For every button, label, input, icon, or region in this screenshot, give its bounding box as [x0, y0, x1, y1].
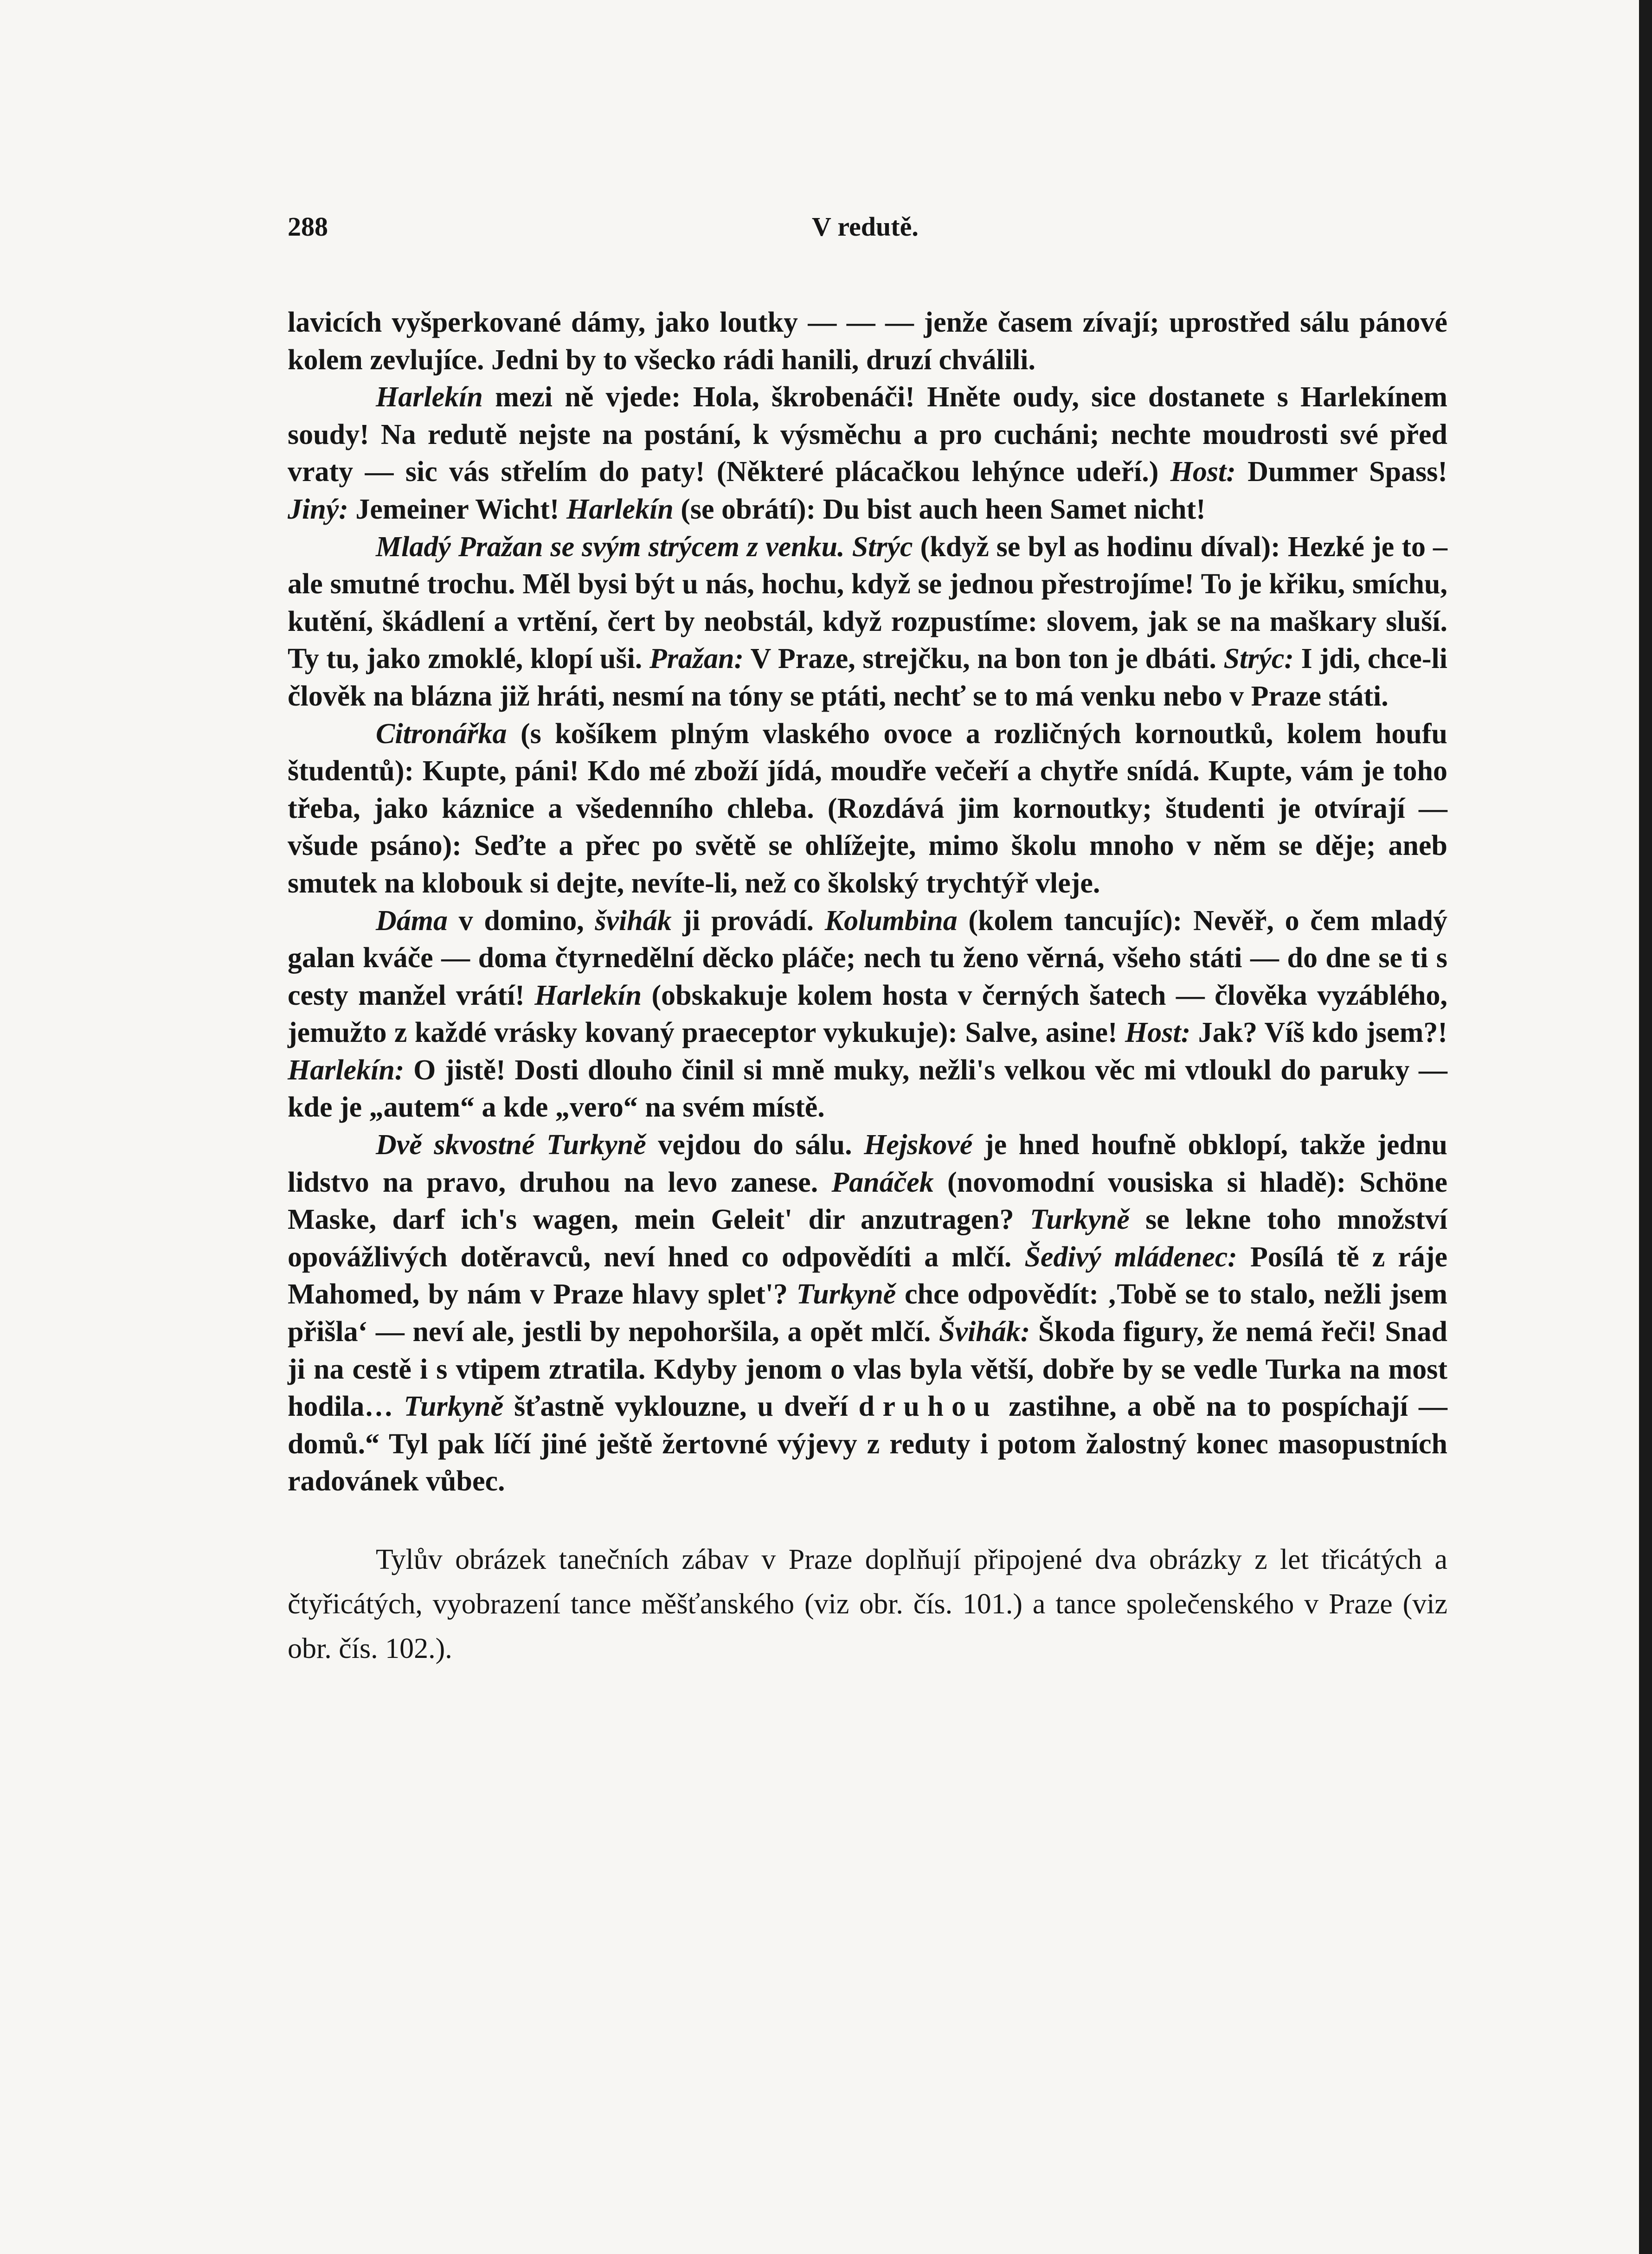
- speaker-label: Mladý Pražan se svým strýcem z venku.: [376, 531, 845, 563]
- text-run: vejdou do sálu.: [646, 1129, 864, 1161]
- paragraph: [288, 528, 1447, 715]
- text-run: (obskakuje kolem hosta v černých šatech — člověka vyzáblého, jemužto z každé vrásky kovaný praeceptor vykukuje): Salve, asine!: [288, 979, 1447, 1049]
- text-run: V Praze, strejčku, na bon ton je dbáti.: [744, 643, 1224, 675]
- speaker-label: Šedivý mládenec:: [1024, 1241, 1237, 1273]
- page-number: 288: [288, 212, 328, 242]
- text-run: Jemeiner Wicht!: [348, 493, 566, 525]
- text-run: mezi ně vjede: Hola, škrobenáči! Hněte oudy, sice dostanete s Harlekínem soudy! Na redutě nejste na postání, k výsměchu a pro cucháni; nechte moudrosti své před vraty — sic vás střelím do paty! (Některé plácačkou lehýnce udeří.): [288, 381, 1447, 488]
- text-run: Škoda figury, že nemá řeči! Snad ji na cestě i s vtipem ztratila. Kdyby jenom o vlas byla větší, dobře by se vedle Turka na most hodila…: [288, 1316, 1447, 1423]
- speaker-label: Dáma: [376, 905, 448, 937]
- speaker-label: Host:: [1125, 1017, 1191, 1049]
- speaker-label: Panáček: [831, 1166, 934, 1198]
- speaker-label: švihák: [595, 905, 672, 937]
- text-run: ji provádí.: [671, 905, 825, 937]
- scan-edge: [1639, 0, 1652, 2254]
- page-header: [288, 211, 1447, 253]
- speaker-label: Harlekín: [534, 979, 642, 1011]
- text-run: v domino,: [448, 905, 595, 937]
- dialogue-paragraphs: [288, 304, 1447, 1500]
- speaker-label: Harlekín:: [288, 1054, 405, 1086]
- speaker-label: Host:: [1170, 456, 1236, 488]
- text-run: lavicích vyšperkované dámy, jako loutky — — — jenže časem zívají; uprostřed sálu pánové kolem zevlujíce. Jedni by to všecko rádi hanili, druzí chválili.: [288, 307, 1447, 376]
- text-run: zastihne, a obě na to pospíchají — domů.“ Tyl pak líčí jiné ještě žertovné výjevy z reduty i potom žalostný konec masopustních radovánek vůbec.: [288, 1391, 1447, 1497]
- closing-section: [288, 1537, 1447, 1671]
- text-run: I jdi, chce-li člověk na blázna již hráti, nesmí na tóny se ptáti, nechť se to má venku nebo v Praze státi.: [288, 643, 1447, 712]
- speaker-label: Strýc:: [1223, 643, 1294, 675]
- text-run: Jak? Víš kdo jsem?!: [1190, 1017, 1447, 1049]
- paragraph: [288, 1126, 1447, 1500]
- text-run: [845, 531, 852, 563]
- text-run: je hned houfně obklopí, takže jednu lidstvo na pravo, druhou na levo zanese.: [288, 1129, 1447, 1198]
- paragraph: [288, 902, 1447, 1127]
- speaker-label: Citronářka: [376, 718, 507, 750]
- text-run: (s košíkem plným vlaského ovoce a rozličných kornoutků, kolem houfu študentů): Kupte, páni! Kdo mé zboží jídá, moudře večeří a chytře snídá. Kupte, vám je toho třeba, jako káznice a všedenního chleba. (Rozdává jim kornoutky; študenti je otvírají — všude psáno): Seďte a přec po světě se ohlížejte, mimo školu mnoho v něm se děje; aneb smutek na klobouk si dejte, nevíte-li, než co školský trychtýř vleje.: [288, 718, 1447, 899]
- speaker-label: Harlekín: [566, 493, 674, 525]
- text-run: šťastně vyklouzne, u dveří: [503, 1391, 859, 1423]
- text-run: Dummer Spass!: [1235, 456, 1447, 488]
- speaker-label: Turkyně: [796, 1278, 896, 1310]
- main-text: [288, 304, 1447, 1671]
- speaker-label: Dvě skvostné Turkyně: [376, 1129, 646, 1161]
- speaker-label: Pražan:: [649, 643, 744, 675]
- text-run: (kolem tancujíc): Nevěř, o čem mladý galan kváče — doma čtyrnedělní děcko pláče; nech tu ženo věrná, všeho státi — do dne se ti s cesty manžel vrátí!: [288, 905, 1447, 1011]
- speaker-label: Jiný:: [288, 493, 348, 525]
- text-run: se lekne toho množství opovážlivých dotěravců, neví hned co odpovědíti a mlčí.: [288, 1204, 1447, 1273]
- paragraph: [288, 304, 1447, 379]
- text-run: (novomodní vousiska si hladě): Schöne Maske, darf ich's wagen, mein Geleit' dir anzutragen?: [288, 1166, 1447, 1236]
- speaker-label: Švihák:: [939, 1316, 1030, 1348]
- running-title: V redutě.: [812, 212, 919, 242]
- speaker-label: Turkyně: [1030, 1204, 1130, 1236]
- paragraph: [288, 379, 1447, 528]
- text-run: (když se byl as hodinu díval): Hezké je to – ale smutné trochu. Měl bysi být u nás, hochu, když se jednou přestrojíme! To je křiku, smíchu, kutění, škádlení a vrtění, čert by neobstál, když rozpustíme: slovem, jak se na maškary sluší. Ty tu, jako zmoklé, klopí uši.: [288, 531, 1447, 675]
- speaker-label: Hejskové: [864, 1129, 973, 1161]
- text-run: (se obrátí): Du bist auch heen Samet nicht!: [673, 493, 1206, 525]
- closing-paragraph: Tylův obrázek tanečních zábav v Praze doplňují připojené dva obrázky z let třicátých a čtyřicátých, vyobrazení tance měšťanského (viz obr. čís. 101.) a tance společenského v Praze (viz obr. čís. 102.).: [288, 1544, 1447, 1664]
- speaker-label: Turkyně: [404, 1391, 504, 1423]
- text-run: O jistě! Dosti dlouho činil si mně muky, nežli's velkou věc mi vtloukl do paruky — kde je „autem“ a kde „vero“ na svém místě.: [288, 1054, 1447, 1124]
- paragraph: [288, 715, 1447, 902]
- text-run: Posílá tě z ráje Mahomed, by nám v Praze hlavy splet'?: [288, 1241, 1448, 1310]
- speaker-label: Harlekín: [376, 381, 483, 413]
- speaker-label: Kolumbina: [824, 905, 958, 937]
- speaker-label: Strýc: [852, 531, 913, 563]
- spaced-emphasis: druhou: [858, 1391, 998, 1423]
- text-run: chce odpovědít: ‚Tobě se to stalo, nežli jsem přišla‘ — neví ale, jestli by nepohoršila, a opět mlčí.: [288, 1278, 1447, 1348]
